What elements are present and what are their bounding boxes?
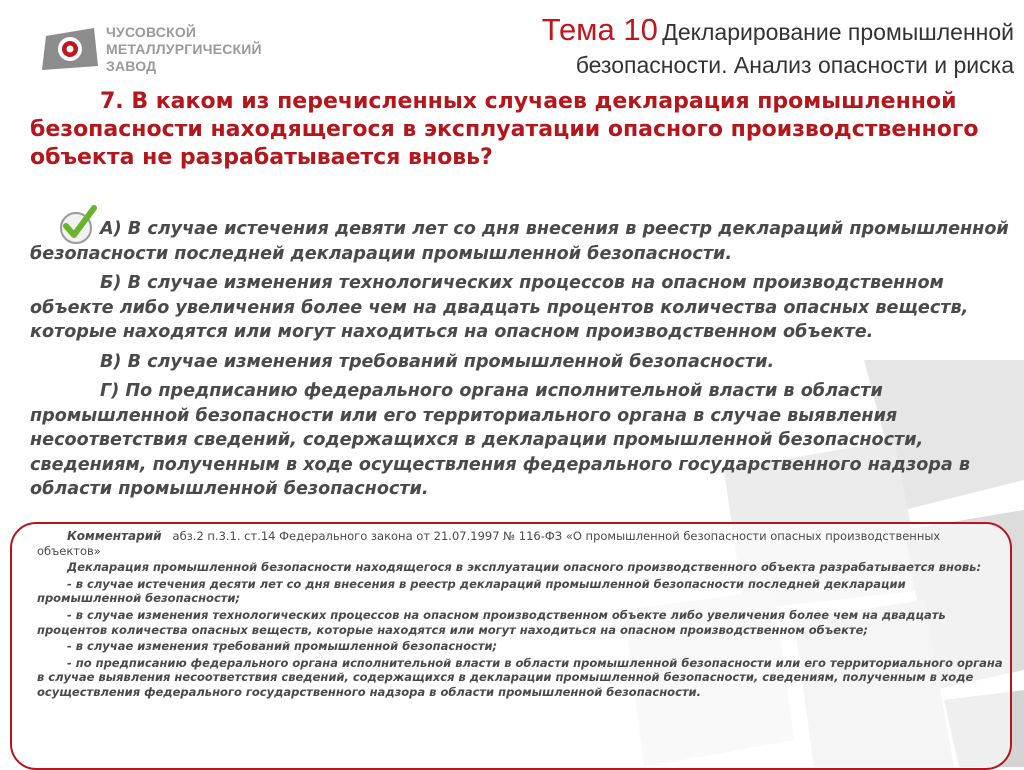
page-title	[394, 12, 1014, 79]
answer-c: В) В случае изменения требований промышленной безопасности.	[100, 351, 775, 372]
comment-reference-text: абз.2 п.3.1. ст.14 Федерального закона от 21.07.1997 № 116-ФЗ «О промышленной безопасности опасных производственных объектов»	[37, 529, 941, 558]
title-line-1: Декларирование промышленной	[662, 19, 1014, 45]
comment-reference	[37, 529, 1007, 558]
answer-b: Б) В случае изменения технологических процессов на опасном производственном объекте либо увеличения более чем на двадцать процентов количества опасных веществ, которые находятся или могут находиться на опасном производственном объекте.	[30, 273, 969, 342]
topic-number: Тема 10	[541, 12, 658, 47]
title-line-2: безопасности. Анализ опасности и риска	[575, 52, 1014, 78]
company-logo	[40, 22, 270, 82]
comment-content	[37, 529, 1007, 702]
comment-box	[10, 522, 1012, 770]
comment-label: Комментарий	[67, 529, 162, 543]
logo-line-1: ЧУСОВСКОЙ	[106, 24, 197, 40]
logo-text	[106, 24, 262, 75]
comment-paragraph-3: - в случае изменения технологических процессов на опасном производственном объекте либо увеличения более чем на двадцать процентов количества опасных веществ, которые находятся или могут находиться на опасном производственном объекте;	[37, 607, 946, 637]
answer-a: А) В случае истечения девяти лет со дня внесения в реестр деклараций промышленной безопасности последней декларации промышленной безопасности.	[30, 219, 1009, 264]
answer-list	[30, 217, 1012, 507]
comment-paragraph-2: - в случае истечения десяти лет со дня внесения в реестр деклараций промышленной безопасности последней декларации промышленной безопасности;	[37, 576, 906, 606]
comment-paragraph-4: - в случае изменения требований промышленной безопасности;	[67, 639, 498, 654]
answer-d: Г) По предписанию федерального органа исполнительной власти в области промышленной безопасности или его территориального органа в случае выявления несоответствия сведений, содержащихся в декларации промышленной безопасности, сведениям, полученным в ходе осуществления федерального государственного надзора в области промышленной безопасности.	[30, 381, 971, 499]
checkmark-icon	[58, 204, 98, 246]
logo-line-2: МЕТАЛЛУРГИЧЕСКИЙ	[106, 41, 262, 57]
comment-paragraph-5: - по предписанию федерального органа исполнительной власти в области промышленной безопасности или его территориального органа в случае выявления несоответствия сведений, содержащихся в декларации промышленной безопасности, сведениям, полученным в ходе осуществления федерального государственного надзора в области промышленной безопасности.	[37, 655, 1003, 699]
logo-line-3: ЗАВОД	[106, 58, 157, 74]
comment-paragraph-1: Декларация промышленной безопасности находящегося в эксплуатации опасного производственного объекта разрабатывается вновь:	[67, 560, 982, 575]
question-text: 7. В каком из перечисленных случаев декларация промышленной безопасности находящегося в эксплуатации опасного производственного объекта не разрабатывается вновь?	[30, 89, 979, 170]
logo-mark-icon	[40, 26, 100, 72]
